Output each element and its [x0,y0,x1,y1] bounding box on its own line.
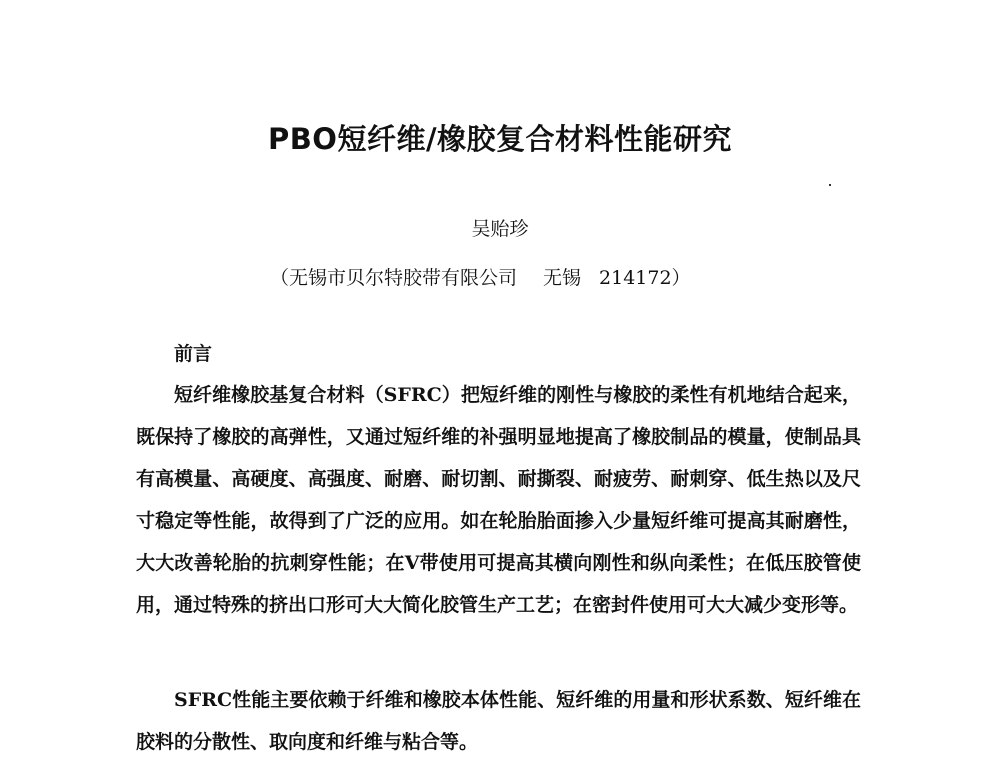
author-name: 吴贻珍 [471,218,529,240]
affiliation-postcode: 214172） [599,267,691,289]
paragraph: SFRC性能主要依赖于纤维和橡胶本体性能、短纤维的用量和形状系数、短纤维在胶料的分散性、取向度和纤维与粘合等。 [136,689,861,753]
affiliation-city: 无锡 [543,267,582,289]
paragraph: 短纤维橡胶基复合材料（SFRC）把短纤维的刚性与橡胶的柔性有机地结合起来，既保持了橡胶的高弹性，又通过短纤维的补强明显地提高了橡胶制品的模量，使制品具有高模量、高硬度、高强度、耐磨、耐切割、耐撕裂、耐疲劳、耐刺穿、低生热以及尺寸稳定等性能，故得到了广泛的应用。如在轮胎胎面掺入少量短纤维可提高其耐磨性，大大改善轮胎的抗刺穿性能；在V带使用可提高其横向刚性和纵向柔性；在低压胶管使用，通过特殊的挤出口形可大大简化胶管生产工艺；在密封件使用可大大减少变形等。 [136,384,861,616]
affiliation [270,263,730,290]
section-heading: 前言 [174,343,213,365]
affiliation-org: （无锡市贝尔特胶带有限公司 [270,267,518,289]
paper-title: PBO短纤维/橡胶复合材料性能研究 [267,122,733,156]
scan-speck [829,184,831,186]
